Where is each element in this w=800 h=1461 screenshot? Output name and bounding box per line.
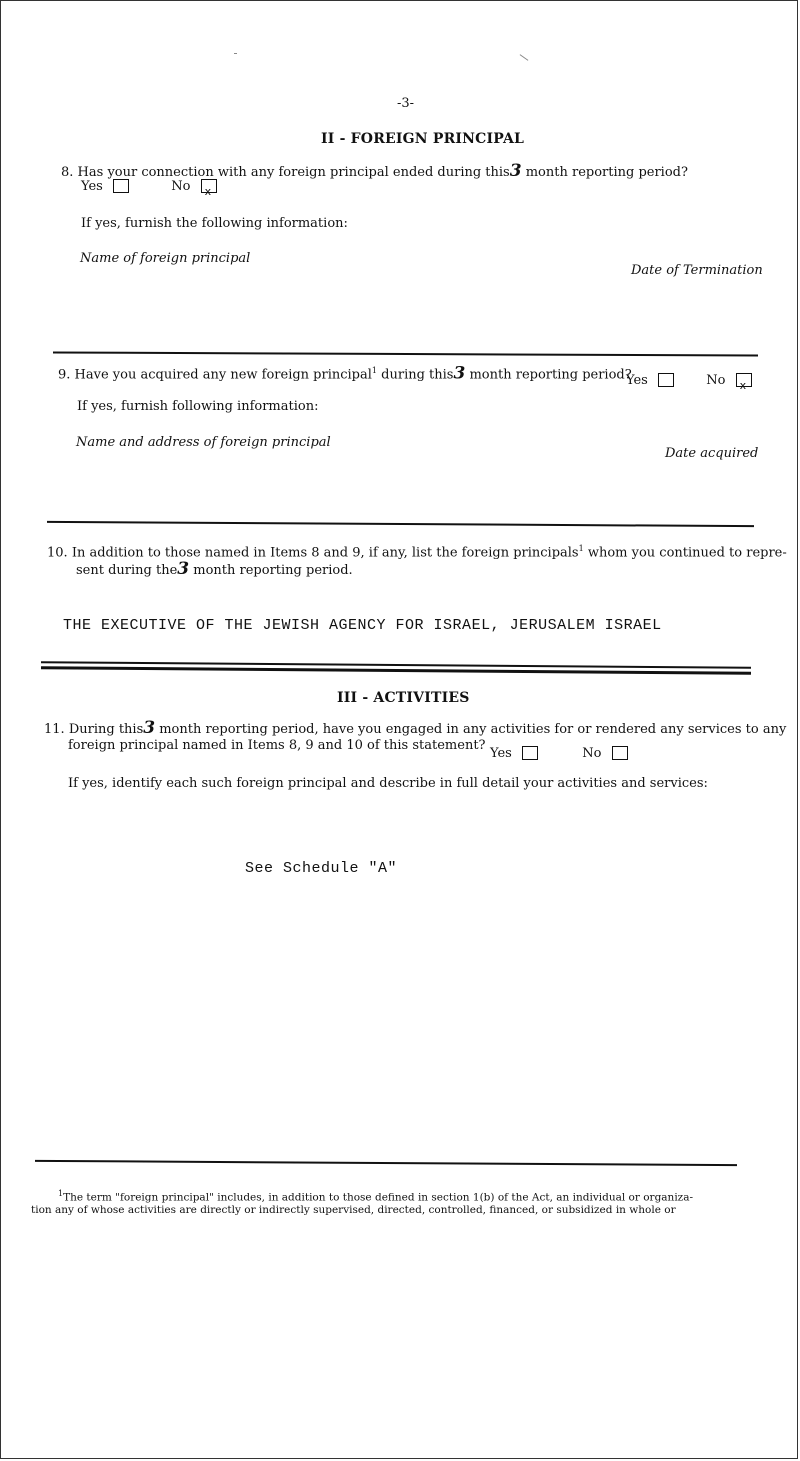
q11-furnish-text: If yes, identify each such foreign principal and describe in full detail your activities and services: <box>68 776 708 791</box>
q11-no-checkbox[interactable] <box>612 746 628 760</box>
q10-footnote-ref: 1 <box>578 544 584 553</box>
q10-text-2: whom you continued to repre- <box>587 545 787 561</box>
q10-text-4: month reporting period. <box>193 563 353 578</box>
q11-text-3: foreign principal named in Items 8, 9 and 10 of this statement? <box>68 738 486 753</box>
q8-column-name: Name of foreign principal <box>80 251 251 266</box>
q11-text-2: month reporting period, have you engaged in any activities for or rendered any services to any <box>159 722 787 737</box>
q10-text-3: sent during the <box>76 563 178 578</box>
q9-three: 3 <box>453 363 466 384</box>
section-title-activities: III - ACTIVITIES <box>337 690 470 706</box>
footnote-rule <box>35 1160 737 1166</box>
q8-no-label: No <box>171 179 191 194</box>
q8-number: 8. <box>61 165 74 180</box>
q11-three: 3 <box>143 718 156 738</box>
q9-column-date: Date acquired <box>665 446 759 461</box>
divider-rule <box>53 351 758 356</box>
q9-footnote-ref: 1 <box>371 366 378 375</box>
q11-text: During this <box>68 722 144 737</box>
q11-number: 11. <box>44 722 65 737</box>
q11-yes-checkbox[interactable] <box>522 746 538 760</box>
q10-number: 10. <box>47 545 68 561</box>
q9-yes-checkbox[interactable] <box>658 373 674 387</box>
q8-yes-label: Yes <box>81 179 103 194</box>
q10-three: 3 <box>177 559 190 579</box>
q10-text: In addition to those named in Items 8 and 9, if any, list the foreign principals <box>71 545 579 561</box>
q11-yes-label: Yes <box>490 746 512 761</box>
q11-typed-answer: See Schedule "A" <box>245 860 398 877</box>
scan-speck <box>520 54 529 61</box>
q10-typed-answer: THE EXECUTIVE OF THE JEWISH AGENCY FOR ISRAEL, JERUSALEM ISRAEL <box>63 617 662 634</box>
q8-text-2: month reporting period? <box>525 165 688 180</box>
q9-no-label: No <box>706 373 726 388</box>
q9-column-name: Name and address of foreign principal <box>76 435 331 450</box>
q9-text: Have you acquired any new foreign principal <box>74 367 372 383</box>
q9-furnish-text: If yes, furnish following information: <box>77 399 319 414</box>
scan-speck <box>234 53 237 54</box>
divider-rule <box>47 521 754 527</box>
q8-yes-checkbox[interactable] <box>113 179 129 193</box>
q8-no-checkbox[interactable] <box>201 179 217 198</box>
q9-yes-label: Yes <box>626 373 648 388</box>
q11-no-label: No <box>582 746 602 761</box>
footnote-marker: 1 <box>58 1189 64 1198</box>
footnote-line-2: tion any of whose activities are directly or indirectly supervised, directed, controlled, financed, or subsidized in whole or <box>31 1204 676 1216</box>
footnote-line-1 <box>58 1187 693 1205</box>
q9-text-3: month reporting period? <box>469 367 632 383</box>
q9-no-checkbox[interactable] <box>736 373 752 392</box>
q9-number: 9. <box>58 367 71 383</box>
footnote-text: The term "foreign principal" includes, in addition to those defined in section 1(b) of the Act, an individual or organiza- <box>63 1191 694 1204</box>
q8-text: Has your connection with any foreign principal ended during this <box>77 165 510 180</box>
q8-column-date: Date of Termination <box>631 263 763 278</box>
q8-no-mark: x <box>204 185 212 198</box>
q8-furnish-text: If yes, furnish the following information: <box>81 216 348 231</box>
page-number: -3- <box>397 96 415 111</box>
q9-text-2: during this <box>381 367 454 383</box>
q8-three: 3 <box>509 161 522 181</box>
section-title-foreign-principal: II - FOREIGN PRINCIPAL <box>321 131 525 147</box>
q9-no-mark: x <box>739 379 747 392</box>
